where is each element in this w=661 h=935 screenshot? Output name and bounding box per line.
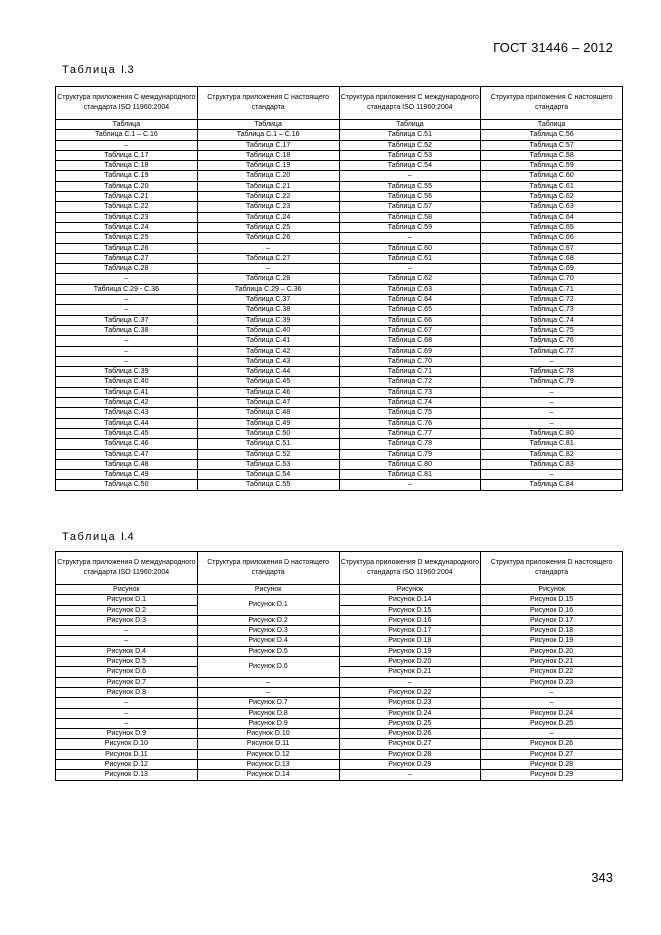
table-cell: –	[56, 140, 198, 150]
table-row	[56, 377, 623, 387]
table-cell: Таблица С.47	[197, 398, 339, 408]
table-cell: Таблица С.77	[339, 428, 481, 438]
table-cell: –	[339, 480, 481, 490]
table-cell: Таблица С.48	[56, 459, 198, 469]
table-cell: Рисунок D.11	[56, 749, 198, 759]
table-cell: Таблица С.56	[339, 192, 481, 202]
column-header: Структура приложения D настоящего стандарта	[481, 552, 623, 585]
table-cell: Таблица С.22	[56, 202, 198, 212]
table-cell: Рисунок D.18	[339, 636, 481, 646]
caption-word: Таблица	[62, 531, 117, 543]
table-row	[56, 605, 623, 615]
table-cell: Таблица С.67	[339, 325, 481, 335]
table-cell: Таблица С.49	[197, 418, 339, 428]
table-cell: Рисунок D.2	[56, 605, 198, 615]
header-row	[56, 552, 623, 585]
table-cell: Таблица С.26	[56, 243, 198, 253]
table-cell: –	[481, 470, 623, 480]
table-cell: –	[481, 387, 623, 397]
table-cell: Рисунок D.24	[481, 708, 623, 718]
table-row	[56, 687, 623, 697]
table-cell: Таблица С.79	[339, 449, 481, 459]
table-cell: Таблица С.75	[481, 325, 623, 335]
table-wrapper	[55, 551, 623, 781]
table-cell: Рисунок D.23	[339, 698, 481, 708]
table-cell: –	[481, 729, 623, 739]
column-header: Структура приложения С международного стандарта ISO 11960:2004	[339, 87, 481, 120]
table-cell: Рисунок D.15	[339, 605, 481, 615]
caption-number: I.3	[121, 64, 134, 76]
table-cell: Таблица С.21	[197, 181, 339, 191]
table-row	[56, 284, 623, 294]
table-cell: Таблица С.76	[339, 418, 481, 428]
table-cell: –	[339, 264, 481, 274]
table-row	[56, 305, 623, 315]
table-cell: Рисунок D.18	[481, 626, 623, 636]
table-cell: Таблица С.17	[197, 140, 339, 150]
table-row	[56, 646, 623, 656]
table-row	[56, 130, 623, 140]
table-cell: Таблица С.38	[56, 325, 198, 335]
table-cell: Таблица С.37	[197, 295, 339, 305]
column-subheader: Рисунок	[56, 585, 198, 595]
table-cell: Таблица С.70	[481, 274, 623, 284]
table-row	[56, 264, 623, 274]
table-cell: Таблица С.62	[339, 274, 481, 284]
table-cell: Таблица С.66	[481, 233, 623, 243]
table-cell: Рисунок D.19	[481, 636, 623, 646]
table-cell: Рисунок D.10	[197, 729, 339, 739]
table-row	[56, 760, 623, 770]
table-cell: Рисунок D.4	[197, 636, 339, 646]
table-row	[56, 470, 623, 480]
table-cell: Рисунок D.6	[56, 667, 198, 677]
table-cell: Таблица С.43	[197, 356, 339, 366]
table-row	[56, 315, 623, 325]
table-row	[56, 140, 623, 150]
column-subheader: Рисунок	[481, 585, 623, 595]
column-header: Структура приложения D международного стандарта ISO 11960:2004	[56, 552, 198, 585]
table-row	[56, 626, 623, 636]
table-cell: Рисунок D.5	[56, 657, 198, 667]
table-cell: Таблица С.81	[481, 439, 623, 449]
table-cell: –	[56, 718, 198, 728]
table-cell: Таблица С.59	[339, 222, 481, 232]
table-row	[56, 657, 623, 667]
table-cell: Рисунок D.13	[56, 770, 198, 780]
table-cell: Таблица С.24	[197, 212, 339, 222]
table-cell: Рисунок D.11	[197, 739, 339, 749]
table-cell: Таблица С.68	[481, 253, 623, 263]
table-cell: Таблица С.50	[197, 428, 339, 438]
table-cell: Рисунок D.15	[481, 595, 623, 605]
table-cell: Таблица С.54	[197, 470, 339, 480]
table-cell: Рисунок D.14	[339, 595, 481, 605]
table-cell: Рисунок D.14	[197, 770, 339, 780]
table-cell: Таблица С.63	[339, 284, 481, 294]
table-cell: Таблица С.25	[56, 233, 198, 243]
table-cell: Рисунок D.28	[481, 760, 623, 770]
column-subheader: Таблица	[56, 120, 198, 130]
table-cell: Таблица С.79	[481, 377, 623, 387]
table-cell: Рисунок D.7	[56, 677, 198, 687]
table-cell: Рисунок D.6	[197, 657, 339, 678]
table-cell: Таблица С.55	[339, 181, 481, 191]
table-cell: Таблица С.72	[481, 295, 623, 305]
table-cell: –	[339, 770, 481, 780]
table-row	[56, 387, 623, 397]
table-cell: Таблица С.44	[197, 367, 339, 377]
table-cell: Рисунок D.9	[197, 718, 339, 728]
table-cell: Рисунок D.1	[197, 595, 339, 616]
table-row	[56, 439, 623, 449]
table-cell: Таблица С.46	[56, 439, 198, 449]
table-cell: Таблица С.65	[339, 305, 481, 315]
table-cell: Рисунок D.3	[197, 626, 339, 636]
table-cell: Таблица С.23	[197, 202, 339, 212]
table-cell: Рисунок D.16	[481, 605, 623, 615]
table-row	[56, 253, 623, 263]
table-cell: Рисунок D.19	[339, 646, 481, 656]
table-cell: Таблица С.47	[56, 449, 198, 459]
table-cell: Таблица С.65	[481, 222, 623, 232]
table-cell: Таблица С.71	[339, 367, 481, 377]
table-cell: Рисунок D.29	[339, 760, 481, 770]
table-row	[56, 636, 623, 646]
table-row	[56, 212, 623, 222]
table-row	[56, 418, 623, 428]
table-cell: Таблица С.38	[197, 305, 339, 315]
table-caption	[62, 64, 134, 76]
table-row	[56, 595, 623, 605]
table-row	[56, 192, 623, 202]
table-row	[56, 150, 623, 160]
table-cell: Таблица С.71	[481, 284, 623, 294]
table-cell: Таблица С.46	[197, 387, 339, 397]
table-row	[56, 408, 623, 418]
table-cell: Таблица С.22	[197, 192, 339, 202]
table-cell: Таблица С.61	[481, 181, 623, 191]
table-cell: Рисунок D.25	[481, 718, 623, 728]
table-cell: Таблица С.75	[339, 408, 481, 418]
table-cell: Рисунок D.21	[481, 657, 623, 667]
table-cell: Таблица С.72	[339, 377, 481, 387]
table-cell: Таблица С.23	[56, 212, 198, 222]
table-cell: Рисунок D.28	[339, 749, 481, 759]
table-row	[56, 667, 623, 677]
correspondence-table-c	[55, 86, 623, 491]
table-cell: –	[197, 243, 339, 253]
table-row	[56, 202, 623, 212]
table-cell: Таблица С.17	[56, 150, 198, 160]
column-header: Структура приложения С настоящего стандарта	[197, 87, 339, 120]
table-cell: Таблица С.76	[481, 336, 623, 346]
table-cell: Рисунок D.22	[339, 687, 481, 697]
correspondence-table-d	[55, 551, 623, 781]
table-row	[56, 367, 623, 377]
column-subheader: Таблица	[481, 120, 623, 130]
table-cell: Рисунок D.20	[481, 646, 623, 656]
table-cell: Таблица С.43	[56, 408, 198, 418]
table-cell: Таблица С.61	[339, 253, 481, 263]
table-cell: Таблица С.40	[56, 377, 198, 387]
table-cell: Рисунок D.8	[56, 687, 198, 697]
table-cell: Рисунок D.10	[56, 739, 198, 749]
column-subheader: Таблица	[197, 120, 339, 130]
table-cell: Таблица С.41	[197, 336, 339, 346]
table-cell: –	[481, 698, 623, 708]
table-wrapper	[55, 86, 623, 491]
table-row	[56, 274, 623, 284]
table-row	[56, 171, 623, 181]
table-cell: –	[56, 356, 198, 366]
table-cell: Таблица С.78	[481, 367, 623, 377]
table-cell: Рисунок D.24	[339, 708, 481, 718]
page-number: 343	[591, 870, 613, 885]
table-cell: Таблица С.37	[56, 315, 198, 325]
table-cell: Таблица С.45	[197, 377, 339, 387]
table-cell: –	[481, 356, 623, 366]
table-cell: Таблица С.82	[481, 449, 623, 459]
column-header: Структура приложения С международного стандарта ISO 11960:2004	[56, 87, 198, 120]
table-cell: Таблица С.1 – С.16	[56, 130, 198, 140]
table-row	[56, 325, 623, 335]
table-row	[56, 718, 623, 728]
table-cell: Таблица С.74	[339, 398, 481, 408]
table-cell: Рисунок D.17	[339, 626, 481, 636]
table-cell: Таблица С.28	[56, 264, 198, 274]
table-row	[56, 356, 623, 366]
table-cell: Таблица С.66	[339, 315, 481, 325]
table-cell: Таблица С.20	[56, 181, 198, 191]
table-row	[56, 739, 623, 749]
table-row	[56, 233, 623, 243]
table-cell: Таблица С.18	[56, 161, 198, 171]
table-cell: –	[56, 305, 198, 315]
table-cell: Таблица С.60	[481, 171, 623, 181]
table-cell: Рисунок D.5	[197, 646, 339, 656]
column-header: Структура приложения D настоящего стандарта	[197, 552, 339, 585]
table-cell: Рисунок D.23	[481, 677, 623, 687]
table-cell: Рисунок D.7	[197, 698, 339, 708]
table-cell: Рисунок D.26	[481, 739, 623, 749]
table-cell: Таблица С.41	[56, 387, 198, 397]
table-cell: Таблица С.78	[339, 439, 481, 449]
table-cell: –	[197, 687, 339, 697]
table-cell: –	[481, 408, 623, 418]
table-cell: –	[56, 708, 198, 718]
table-cell: Рисунок D.1	[56, 595, 198, 605]
table-cell: –	[56, 636, 198, 646]
table-cell: Таблица С.50	[56, 480, 198, 490]
table-cell: Таблица С.21	[56, 192, 198, 202]
table-cell: Рисунок D.8	[197, 708, 339, 718]
table-cell: Таблица С.81	[339, 470, 481, 480]
table-cell: Таблица С.68	[339, 336, 481, 346]
table-cell: Рисунок D.29	[481, 770, 623, 780]
table-cell: Таблица С.29 – С.36	[197, 284, 339, 294]
table-cell: Рисунок D.25	[339, 718, 481, 728]
table-row	[56, 346, 623, 356]
table-cell: Рисунок D.17	[481, 615, 623, 625]
table-cell: –	[481, 398, 623, 408]
table-row	[56, 729, 623, 739]
table-row	[56, 398, 623, 408]
table-cell: Таблица С.67	[481, 243, 623, 253]
table-cell: Рисунок D.16	[339, 615, 481, 625]
table-cell: –	[56, 346, 198, 356]
table-cell: Таблица С.42	[56, 398, 198, 408]
table-cell: Таблица С.84	[481, 480, 623, 490]
subheader-row	[56, 585, 623, 595]
table-cell: Таблица С.57	[339, 202, 481, 212]
table-cell: –	[56, 336, 198, 346]
table-cell: Таблица С.28	[197, 274, 339, 284]
table-row	[56, 222, 623, 232]
table-cell: Рисунок D.9	[56, 729, 198, 739]
table-cell: Таблица С.74	[481, 315, 623, 325]
table-cell: Рисунок D.2	[197, 615, 339, 625]
table-cell: Рисунок D.12	[197, 749, 339, 759]
table-cell: Таблица С.51	[197, 439, 339, 449]
table-cell: Таблица С.24	[56, 222, 198, 232]
table-row	[56, 677, 623, 687]
table-cell: Таблица С.27	[56, 253, 198, 263]
table-cell: Таблица С.27	[197, 253, 339, 263]
table-cell: Таблица С.40	[197, 325, 339, 335]
table-cell: Таблица С.63	[481, 202, 623, 212]
table-cell: Таблица С.20	[197, 171, 339, 181]
table-cell: Таблица С.52	[339, 140, 481, 150]
table-row	[56, 161, 623, 171]
table-cell: –	[197, 677, 339, 687]
column-subheader: Таблица	[339, 120, 481, 130]
table-row	[56, 449, 623, 459]
column-header: Структура приложения D международного стандарта ISO 11960:2004	[339, 552, 481, 585]
table-cell: Таблица С.18	[197, 150, 339, 160]
table-cell: Таблица С.58	[481, 150, 623, 160]
table-cell: Таблица С.55	[197, 480, 339, 490]
table-cell: –	[339, 677, 481, 687]
table-cell: Таблица С.57	[481, 140, 623, 150]
table-cell: Таблица С.64	[481, 212, 623, 222]
table-cell: Таблица С.44	[56, 418, 198, 428]
table-cell: –	[56, 626, 198, 636]
table-row	[56, 698, 623, 708]
table-cell: Таблица С.59	[481, 161, 623, 171]
column-subheader: Рисунок	[339, 585, 481, 595]
table-cell: Таблица С.77	[481, 346, 623, 356]
table-cell: Таблица С.58	[339, 212, 481, 222]
table-cell: Таблица С.53	[339, 150, 481, 160]
table-cell: Таблица С.39	[197, 315, 339, 325]
table-cell: Таблица С.62	[481, 192, 623, 202]
table-cell: Таблица С.42	[197, 346, 339, 356]
table-row	[56, 708, 623, 718]
table-cell: –	[56, 295, 198, 305]
table-row	[56, 295, 623, 305]
table-cell: Таблица С.51	[339, 130, 481, 140]
table-cell: Таблица С.80	[481, 428, 623, 438]
table-cell: Таблица С.39	[56, 367, 198, 377]
table-row	[56, 749, 623, 759]
table-cell: Таблица С.73	[339, 387, 481, 397]
table-cell: Рисунок D.13	[197, 760, 339, 770]
table-cell: Таблица С.64	[339, 295, 481, 305]
table-row	[56, 615, 623, 625]
table-cell: Таблица С.70	[339, 356, 481, 366]
table-cell: Рисунок D.27	[481, 749, 623, 759]
table-cell: –	[339, 233, 481, 243]
table-cell: Рисунок D.4	[56, 646, 198, 656]
table-cell: –	[197, 264, 339, 274]
table-row	[56, 336, 623, 346]
table-cell: Рисунок D.3	[56, 615, 198, 625]
table-caption	[62, 531, 134, 543]
table-cell: Таблица С.25	[197, 222, 339, 232]
table-cell: Таблица С.29 - С.36	[56, 284, 198, 294]
table-cell: Таблица С.19	[56, 171, 198, 181]
table-cell: Таблица С.49	[56, 470, 198, 480]
column-header: Структура приложения С настоящего стандарта	[481, 87, 623, 120]
table-cell: Таблица С.73	[481, 305, 623, 315]
table-cell: Рисунок D.26	[339, 729, 481, 739]
document-code: ГОСТ 31446 – 2012	[493, 40, 613, 55]
table-cell: Рисунок D.27	[339, 739, 481, 749]
table-cell: –	[56, 274, 198, 284]
table-cell: Таблица С.26	[197, 233, 339, 243]
table-cell: Таблица С.53	[197, 459, 339, 469]
table-cell: –	[481, 687, 623, 697]
table-cell: Таблица С.48	[197, 408, 339, 418]
table-cell: Таблица С.60	[339, 243, 481, 253]
header-row	[56, 87, 623, 120]
table-cell: Таблица С.54	[339, 161, 481, 171]
caption-number: I.4	[121, 531, 134, 543]
subheader-row	[56, 120, 623, 130]
table-row	[56, 480, 623, 490]
table-cell: Таблица С.83	[481, 459, 623, 469]
table-cell: Таблица С.19	[197, 161, 339, 171]
table-cell: –	[56, 698, 198, 708]
table-row	[56, 770, 623, 780]
table-cell: Таблица С.1 – С.16	[197, 130, 339, 140]
table-cell: Рисунок D.12	[56, 760, 198, 770]
table-row	[56, 428, 623, 438]
table-row	[56, 459, 623, 469]
table-cell: Рисунок D.22	[481, 667, 623, 677]
table-cell: –	[481, 418, 623, 428]
table-cell: Таблица С.45	[56, 428, 198, 438]
table-cell: –	[339, 171, 481, 181]
caption-word: Таблица	[62, 64, 117, 76]
table-row	[56, 243, 623, 253]
table-cell: Рисунок D.20	[339, 657, 481, 667]
column-subheader: Рисунок	[197, 585, 339, 595]
table-row	[56, 181, 623, 191]
table-cell: Таблица С.69	[339, 346, 481, 356]
table-cell: Таблица С.52	[197, 449, 339, 459]
table-cell: Таблица С.56	[481, 130, 623, 140]
table-cell: Таблица С.80	[339, 459, 481, 469]
table-cell: Рисунок D.21	[339, 667, 481, 677]
table-cell: Таблица С.69	[481, 264, 623, 274]
